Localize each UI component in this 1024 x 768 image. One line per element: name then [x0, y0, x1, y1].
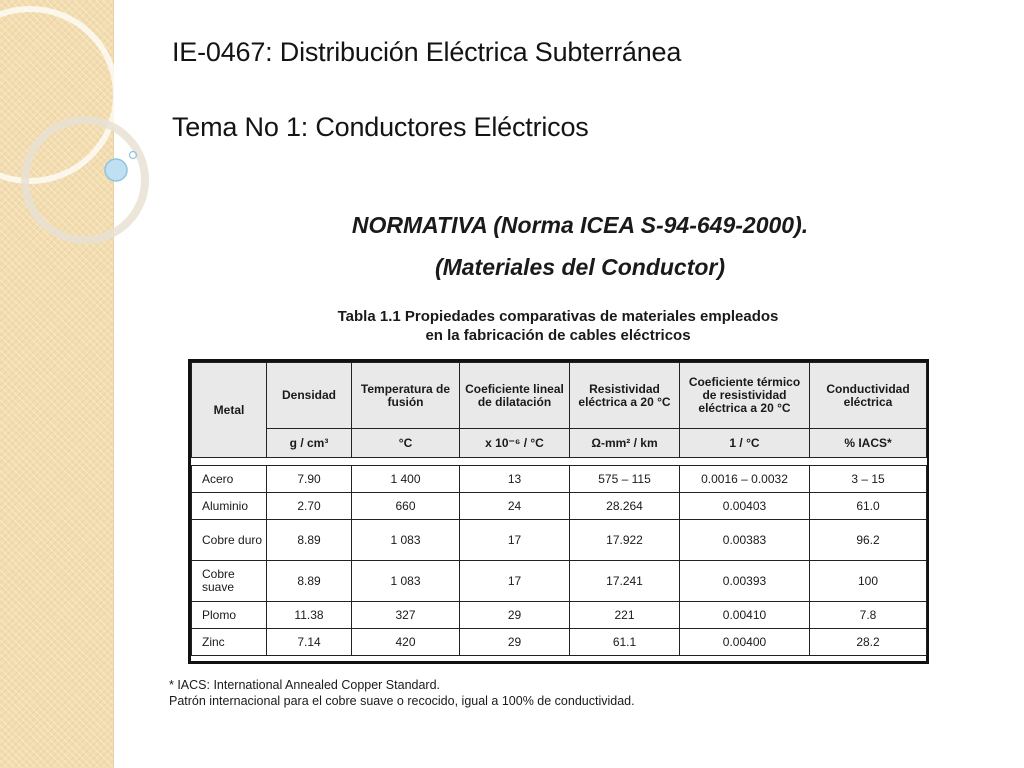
cell-coef-termico: 0.00410 [680, 602, 810, 629]
table-row [192, 466, 927, 493]
table-row [192, 493, 927, 520]
table-caption-line1: Tabla 1.1 Propiedades comparativas de materiales empleados [337, 308, 779, 325]
cell-coef-lineal: 29 [460, 602, 570, 629]
table-gap-row [192, 458, 927, 466]
cell-coef-lineal: 29 [460, 629, 570, 656]
cell-temperatura: 327 [352, 602, 460, 629]
cell-coef-termico: 0.00393 [680, 561, 810, 602]
header-resistividad: Resistividad eléctrica a 20 °C [570, 363, 680, 429]
cell-conductividad: 96.2 [810, 520, 927, 561]
cell-temperatura: 1 400 [352, 466, 460, 493]
cell-densidad: 7.14 [267, 629, 352, 656]
cell-resistividad: 575 – 115 [570, 466, 680, 493]
row-metal: Zinc [192, 629, 267, 656]
header-coef-termico: Coeficiente térmico de resistividad eléctrica a 20 °C [680, 363, 810, 429]
cell-coef-termico: 0.00403 [680, 493, 810, 520]
cell-coef-termico: 0.00400 [680, 629, 810, 656]
footnote-iacs: * IACS: International Annealed Copper Standard. [169, 678, 441, 692]
slide-title-course: IE-0467: Distribución Eléctrica Subterránea [172, 37, 682, 67]
unit-coef-lineal: x 10⁻⁶ / °C [460, 429, 570, 458]
cell-coef-termico: 0.0016 – 0.0032 [680, 466, 810, 493]
table-caption-line2: en la fabricación de cables eléctricos [425, 327, 691, 344]
properties-table [191, 362, 927, 656]
table-header-row [192, 363, 927, 429]
cell-temperatura: 420 [352, 629, 460, 656]
cell-resistividad: 28.264 [570, 493, 680, 520]
row-metal: Plomo [192, 602, 267, 629]
slide-title-topic: Tema No 1: Conductores Eléctricos [172, 112, 589, 142]
header-coef-lineal: Coeficiente lineal de dilatación [460, 363, 570, 429]
row-metal: Acero [192, 466, 267, 493]
table-units-row [192, 429, 927, 458]
row-metal: Cobre duro [192, 520, 267, 561]
cell-densidad: 2.70 [267, 493, 352, 520]
cell-densidad: 11.38 [267, 602, 352, 629]
cell-densidad: 8.89 [267, 520, 352, 561]
table-row [192, 629, 927, 656]
unit-densidad: g / cm³ [267, 429, 352, 458]
cell-temperatura: 1 083 [352, 520, 460, 561]
cell-coef-lineal: 17 [460, 561, 570, 602]
header-conductividad: Conductividad eléctrica [810, 363, 927, 429]
header-densidad: Densidad [267, 363, 352, 429]
cell-conductividad: 28.2 [810, 629, 927, 656]
cell-coef-lineal: 17 [460, 520, 570, 561]
section-heading-materiales: (Materiales del Conductor) [434, 254, 726, 280]
cell-resistividad: 61.1 [570, 629, 680, 656]
header-temperatura: Temperatura de fusión [352, 363, 460, 429]
table-row [192, 520, 927, 561]
cell-conductividad: 100 [810, 561, 927, 602]
cell-conductividad: 61.0 [810, 493, 927, 520]
cell-conductividad: 3 – 15 [810, 466, 927, 493]
cell-temperatura: 1 083 [352, 561, 460, 602]
table-row [192, 561, 927, 602]
header-metal: Metal [192, 363, 267, 458]
cell-coef-lineal: 13 [460, 466, 570, 493]
unit-temperatura: °C [352, 429, 460, 458]
table-row [192, 602, 927, 629]
cell-temperatura: 660 [352, 493, 460, 520]
cell-coef-lineal: 24 [460, 493, 570, 520]
cell-densidad: 7.90 [267, 466, 352, 493]
row-metal: Cobre suave [192, 561, 267, 602]
cell-conductividad: 7.8 [810, 602, 927, 629]
cell-resistividad: 221 [570, 602, 680, 629]
row-metal: Aluminio [192, 493, 267, 520]
decorative-rings [0, 0, 170, 260]
cell-resistividad: 17.241 [570, 561, 680, 602]
unit-resistividad: Ω-mm² / km [570, 429, 680, 458]
cell-resistividad: 17.922 [570, 520, 680, 561]
cell-coef-termico: 0.00383 [680, 520, 810, 561]
section-heading-normativa: NORMATIVA (Norma ICEA S-94-649-2000). [351, 212, 809, 238]
properties-table-frame [188, 359, 929, 664]
unit-conductividad: % IACS* [810, 429, 927, 458]
footnote-patron: Patrón internacional para el cobre suave o recocido, igual a 100% de conductividad. [169, 694, 635, 708]
unit-coef-termico: 1 / °C [680, 429, 810, 458]
cell-densidad: 8.89 [267, 561, 352, 602]
